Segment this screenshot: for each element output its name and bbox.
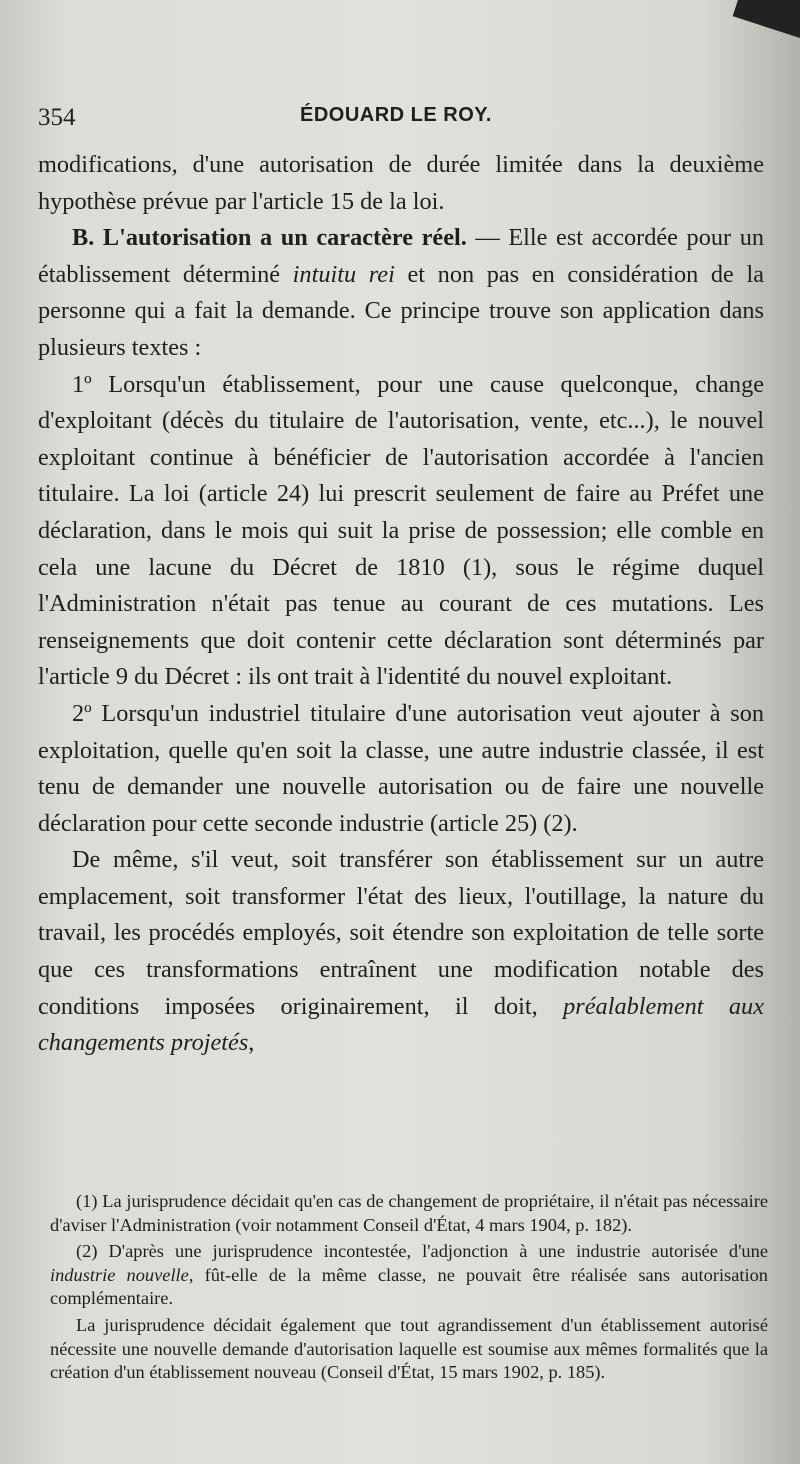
page-number: 354: [38, 104, 76, 131]
paragraph-1: modifications, d'une autorisation de durée limitée dans la deuxième hypothèse prévue par l'article 15 de la loi.: [38, 151, 764, 215]
paragraph-5-text: De même, s'il veut, soit transférer son établissement sur un autre emplacement, soit transformer l'état des lieux, l'outillage, la nature du travail, les procédés employés, soit étendre son exploitation de telle sorte que ces transformations entraînent une modification notable des conditions imposées originairement, il doit,: [38, 846, 764, 1020]
footnote-2: [50, 1240, 768, 1311]
paragraph-2-rest: et non pas en considération de la personne qui a fait la demande. Ce principe trouve son application dans plusieurs textes :: [38, 260, 764, 361]
paragraph-5-end: ,: [248, 1029, 255, 1057]
paragraph-5-italic: préalablement aux changements projetés: [38, 992, 764, 1057]
footnote-1: (1) La jurisprudence décidait qu'en cas de changement de propriétaire, il n'était pas nécessaire d'aviser l'Administration (voir notamment Conseil d'État, 4 mars 1904, p. 182).: [50, 1191, 768, 1235]
footnote-2-rest: , fût-elle de la même classe, ne pouvait être réalisée sans autorisation complémentaire.: [50, 1264, 768, 1309]
paragraph-4: 2º Lorsqu'un industriel titulaire d'une autorisation veut ajouter à son exploitation, quelle qu'en soit la classe, une autre industrie classée, il est tenu de demander une nouvelle autorisation ou de faire une nouvelle déclaration pour cette seconde industrie (article 25) (2).: [38, 699, 764, 837]
main-text: [38, 147, 764, 1062]
paragraph-3: 1º Lorsqu'un établissement, pour une cause quelconque, change d'exploitant (décès du titulaire de l'autorisation, vente, etc...), le nouvel exploitant continue à bénéficier de l'autorisation accordée à l'ancien titulaire. La loi (article 24) lui prescrit seulement de faire au Préfet une déclaration, dans le mois qui suit la prise de possession; elle comble en cela une lacune du Décret de 1810 (1), sous le régime duquel l'Administration n'était pas tenue au courant de ces mutations. Les renseignements que doit contenir cette déclaration sont déterminés par l'article 9 du Décret : ils ont trait à l'identité du nouvel exploitant.: [38, 370, 764, 691]
footnote-2-italic: industrie nouvelle: [50, 1264, 189, 1285]
paragraph-2-text: — Elle est accordée pour un établissement déterminé: [38, 224, 764, 288]
page-header: [38, 104, 760, 138]
footnote-2-continuation: La jurisprudence décidait également que tout agrandissement d'un établissement autorisé nécessite une nouvelle demande d'autorisation laquelle est soumise aux mêmes formalités que la création d'un établissement nouveau (Conseil d'État, 15 mars 1902, p. 185).: [50, 1314, 768, 1383]
section-heading-b: B. L'autorisation a un caractère réel.: [72, 224, 467, 252]
footnote-2-text: (2) D'après une jurisprudence incontestée, l'adjonction à une industrie autorisée d'une: [76, 1241, 768, 1262]
paragraph-2-italic: intuitu rei: [292, 260, 395, 288]
page-corner-shadow: [733, 0, 800, 41]
paragraph-2: [38, 220, 764, 366]
running-title: ÉDOUARD LE ROY.: [300, 104, 492, 126]
footnotes: [50, 1190, 768, 1388]
paragraph-5: [38, 842, 764, 1062]
